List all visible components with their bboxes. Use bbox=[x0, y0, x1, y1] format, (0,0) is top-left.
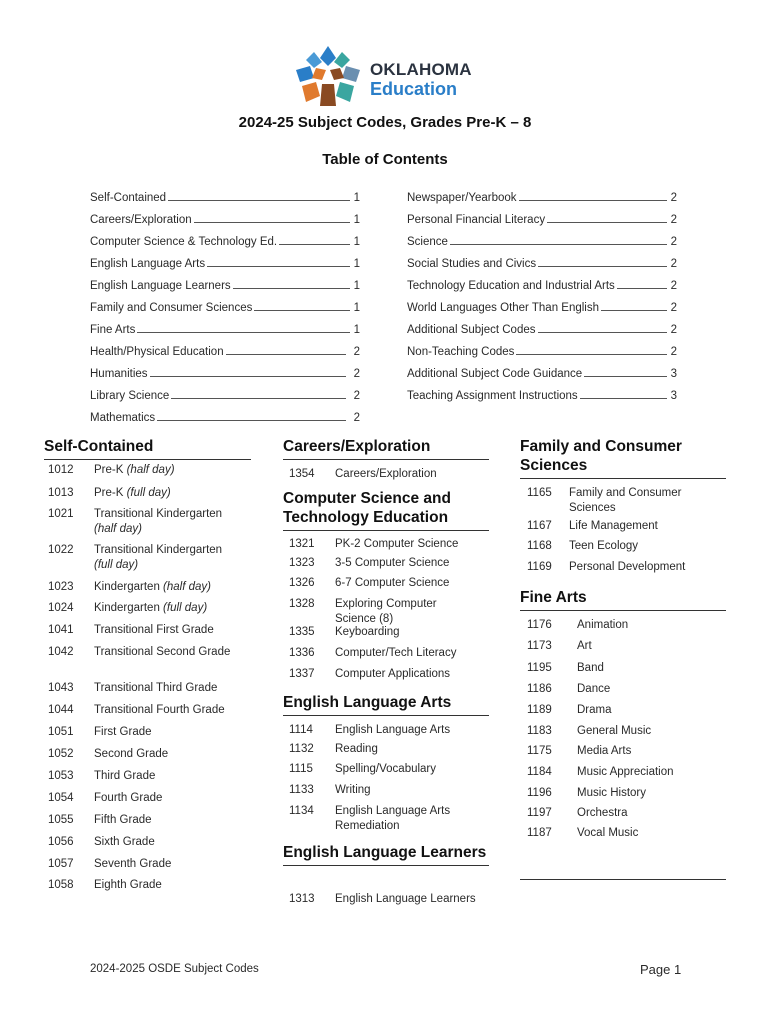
subject-name-text: Computer Applications bbox=[335, 668, 451, 680]
subject-code: 1055 bbox=[48, 814, 74, 826]
subject-name-text: Music Appreciation bbox=[577, 766, 674, 778]
fine-arts-heading: Fine Arts bbox=[520, 588, 726, 611]
toc-entry-label: Humanities bbox=[90, 368, 148, 380]
subject-code: 1354 bbox=[289, 468, 315, 480]
subject-code: 1051 bbox=[48, 726, 74, 738]
subject-name-text: Spelling/Vocabulary bbox=[335, 763, 437, 775]
subject-code: 1114 bbox=[289, 724, 313, 736]
subject-name-text: Computer/Tech Literacy bbox=[335, 647, 457, 659]
toc-leader-line bbox=[580, 398, 667, 399]
subject-code: 1023 bbox=[48, 581, 74, 593]
subject-name bbox=[335, 576, 475, 591]
subject-name-note: (full day) bbox=[94, 558, 139, 571]
toc-entry bbox=[90, 336, 360, 358]
toc-leader-line bbox=[226, 354, 346, 355]
subject-name-text: Careers/Exploration bbox=[335, 468, 437, 480]
page-title: 2024-25 Subject Codes, Grades Pre-K – 8 bbox=[238, 114, 532, 131]
toc-leader-line bbox=[516, 354, 667, 355]
subject-code: 1184 bbox=[527, 766, 552, 778]
subject-name-note: (half day) bbox=[163, 581, 211, 593]
toc-entry bbox=[407, 336, 677, 358]
subject-name bbox=[577, 786, 727, 801]
toc-entry bbox=[90, 182, 360, 204]
subject-code-row bbox=[48, 543, 250, 573]
subject-name bbox=[94, 857, 250, 872]
toc-entry-page: 1 bbox=[353, 324, 360, 336]
subject-code: 1044 bbox=[48, 704, 74, 716]
toc-entry-page: 2 bbox=[670, 214, 677, 226]
subject-code: 1054 bbox=[48, 792, 74, 804]
subject-name-text: English Language Arts bbox=[335, 724, 451, 736]
toc-entry-label: Social Studies and Civics bbox=[407, 258, 537, 270]
subject-name bbox=[94, 601, 250, 616]
subject-code: 1169 bbox=[527, 561, 552, 573]
toc-entry-label: Science bbox=[407, 236, 448, 248]
subject-code: 1173 bbox=[527, 640, 552, 652]
subject-code: 1165 bbox=[527, 487, 552, 499]
subject-code: 1041 bbox=[48, 624, 74, 636]
toc-entry bbox=[90, 226, 360, 248]
subject-name bbox=[94, 725, 250, 740]
subject-name bbox=[577, 682, 727, 697]
toc-entry bbox=[90, 314, 360, 336]
subject-name-text: Kindergarten bbox=[94, 602, 164, 614]
subject-code: 1056 bbox=[48, 836, 74, 848]
subject-name-text: Music History bbox=[577, 787, 647, 799]
subject-code: 1336 bbox=[289, 647, 315, 659]
subject-name bbox=[335, 742, 485, 757]
fcs-heading: Family and Consumer Sciences bbox=[520, 437, 726, 479]
subject-code-row bbox=[527, 826, 727, 856]
toc-leader-line bbox=[617, 288, 667, 289]
subject-name-text: Orchestra bbox=[577, 807, 628, 819]
subject-name-text: Fourth Grade bbox=[94, 792, 163, 804]
subject-name-text: Art bbox=[577, 640, 592, 652]
subject-name-text: 3-5 Computer Science bbox=[335, 557, 450, 569]
toc-entry bbox=[407, 358, 677, 380]
toc-leader-line bbox=[194, 222, 350, 223]
subject-name-text: Reading bbox=[335, 743, 378, 755]
toc-entry-page: 2 bbox=[670, 192, 677, 204]
toc-entry-label: Mathematics bbox=[90, 412, 156, 424]
subject-name bbox=[577, 826, 727, 841]
subject-name-text: Teen Ecology bbox=[569, 540, 639, 552]
toc-entry bbox=[407, 204, 677, 226]
subject-name-text: Eighth Grade bbox=[94, 879, 162, 891]
subject-name bbox=[335, 667, 475, 682]
subject-code: 1168 bbox=[527, 540, 552, 552]
subject-name-text: Third Grade bbox=[94, 770, 156, 782]
subject-name-text: Media Arts bbox=[577, 745, 632, 757]
subject-name bbox=[577, 661, 727, 676]
subject-name bbox=[335, 597, 475, 626]
subject-name-note: (full day) bbox=[163, 602, 208, 614]
subject-name-text: 6-7 Computer Science bbox=[335, 577, 450, 589]
subject-code: 1187 bbox=[527, 827, 552, 839]
subject-code-row bbox=[289, 597, 475, 627]
toc-right-column bbox=[407, 182, 677, 402]
subject-code: 1057 bbox=[48, 858, 74, 870]
toc-entry-page: 2 bbox=[670, 236, 677, 248]
subject-name bbox=[94, 747, 250, 762]
footer-doc-title: 2024-2025 OSDE Subject Codes bbox=[90, 963, 259, 975]
toc-entry bbox=[407, 380, 677, 402]
subject-code-row bbox=[289, 804, 485, 834]
subject-code: 1058 bbox=[48, 879, 74, 891]
toc-entry-page: 3 bbox=[670, 368, 677, 380]
toc-entry-page: 2 bbox=[353, 390, 360, 402]
subject-name bbox=[577, 806, 727, 821]
subject-name-text: English Language Arts Remediation bbox=[335, 805, 451, 832]
subject-code: 1337 bbox=[289, 668, 315, 680]
subject-name-text: Writing bbox=[335, 784, 371, 796]
subject-code: 1321 bbox=[289, 538, 315, 550]
subject-name bbox=[94, 580, 250, 595]
subject-name bbox=[335, 646, 475, 661]
subject-code-row bbox=[527, 560, 719, 590]
subject-name bbox=[577, 639, 727, 654]
ell-heading: English Language Learners bbox=[283, 843, 489, 866]
subject-name-text: PK-2 Computer Science bbox=[335, 538, 459, 550]
toc-leader-line bbox=[547, 222, 667, 223]
subject-name bbox=[94, 681, 250, 696]
toc-entry-page: 1 bbox=[353, 236, 360, 248]
toc-leader-line bbox=[601, 310, 667, 311]
toc-entry-page: 2 bbox=[353, 412, 360, 424]
subject-name-text: Kindergarten bbox=[94, 581, 164, 593]
toc-entry-page: 2 bbox=[670, 324, 677, 336]
toc-entry-page: 2 bbox=[670, 302, 677, 314]
subject-name-text: Band bbox=[577, 662, 604, 674]
subject-code: 1115 bbox=[289, 763, 313, 775]
subject-name bbox=[335, 892, 495, 907]
subject-name-text: Fifth Grade bbox=[94, 814, 152, 826]
toc-entry bbox=[407, 182, 677, 204]
toc-entry-label: Newspaper/Yearbook bbox=[407, 192, 517, 204]
subject-name-text: Vocal Music bbox=[577, 827, 639, 839]
subject-name bbox=[94, 486, 250, 501]
toc-entry-label: Careers/Exploration bbox=[90, 214, 192, 226]
subject-name bbox=[335, 556, 475, 571]
subject-name bbox=[335, 804, 485, 833]
subject-name bbox=[577, 724, 727, 739]
subject-name-note: (full day) bbox=[126, 487, 171, 499]
toc-leader-line bbox=[538, 266, 667, 267]
toc-entry-page: 2 bbox=[670, 280, 677, 292]
toc-entry-label: World Languages Other Than English bbox=[407, 302, 600, 314]
subject-code: 1195 bbox=[527, 662, 552, 674]
logo-text-oklahoma: OKLAHOMA bbox=[370, 60, 472, 79]
subject-code: 1042 bbox=[48, 646, 74, 658]
subject-name-note: (half day) bbox=[94, 522, 142, 535]
subject-name-text: Transitional First Grade bbox=[94, 624, 214, 636]
subject-name bbox=[577, 765, 727, 780]
subject-code: 1175 bbox=[527, 745, 552, 757]
subject-code: 1189 bbox=[527, 704, 552, 716]
subject-name-text: Animation bbox=[577, 619, 629, 631]
toc-entry-label: Library Science bbox=[90, 390, 170, 402]
subject-name-text: Seventh Grade bbox=[94, 858, 172, 870]
subject-name bbox=[94, 878, 250, 893]
toc-leader-line bbox=[157, 420, 346, 421]
subject-code: 1196 bbox=[527, 787, 552, 799]
toc-entry-label: Computer Science & Technology Ed. bbox=[90, 236, 278, 248]
toc-entry bbox=[90, 292, 360, 314]
toc-entry-label: English Language Learners bbox=[90, 280, 231, 292]
toc-heading: Table of Contents bbox=[322, 151, 448, 168]
subject-code: 1021 bbox=[48, 508, 74, 520]
subject-name bbox=[577, 703, 727, 718]
toc-leader-line bbox=[137, 332, 350, 333]
subject-name-text: Personal Development bbox=[569, 561, 686, 573]
toc-left-column bbox=[90, 182, 360, 424]
subject-name bbox=[577, 618, 727, 633]
toc-entry-page: 2 bbox=[670, 346, 677, 358]
toc-entry bbox=[407, 292, 677, 314]
subject-code: 1132 bbox=[289, 743, 314, 755]
subject-name bbox=[569, 486, 719, 515]
toc-entry-label: Non-Teaching Codes bbox=[407, 346, 515, 358]
subject-name-text: Drama bbox=[577, 704, 612, 716]
toc-entry-page: 2 bbox=[353, 368, 360, 380]
subject-code: 1335 bbox=[289, 626, 315, 638]
star-logo-icon bbox=[292, 44, 364, 112]
subject-name bbox=[94, 645, 250, 660]
subject-name-text: General Music bbox=[577, 725, 652, 737]
subject-code: 1323 bbox=[289, 557, 315, 569]
self-contained-heading: Self-Contained bbox=[44, 437, 251, 460]
subject-code: 1052 bbox=[48, 748, 74, 760]
subject-name bbox=[335, 537, 475, 552]
toc-entry bbox=[407, 314, 677, 336]
subject-code: 1133 bbox=[289, 784, 314, 796]
careers-heading: Careers/Exploration bbox=[283, 437, 489, 460]
subject-name bbox=[94, 463, 250, 478]
toc-leader-line bbox=[538, 332, 668, 333]
subject-code-row bbox=[48, 878, 250, 908]
subject-name bbox=[94, 769, 250, 784]
subject-name bbox=[94, 813, 250, 828]
toc-leader-line bbox=[168, 200, 350, 201]
toc-entry bbox=[90, 358, 360, 380]
toc-leader-line bbox=[519, 200, 667, 201]
toc-entry-label: Additional Subject Code Guidance bbox=[407, 368, 583, 380]
subject-name-text: Transitional Third Grade bbox=[94, 682, 218, 694]
toc-entry-label: Additional Subject Codes bbox=[407, 324, 536, 336]
subject-name-text: Second Grade bbox=[94, 748, 169, 760]
subject-name bbox=[335, 467, 490, 482]
toc-entry-label: Health/Physical Education bbox=[90, 346, 224, 358]
subject-name-text: Transitional Fourth Grade bbox=[94, 704, 225, 716]
footer-page-number: Page 1 bbox=[640, 962, 682, 977]
subject-name-text: English Language Learners bbox=[335, 893, 476, 905]
toc-entry bbox=[90, 402, 360, 424]
toc-entry-label: Fine Arts bbox=[90, 324, 136, 336]
toc-entry-page: 1 bbox=[353, 258, 360, 270]
subject-code-row bbox=[48, 507, 250, 537]
subject-name bbox=[94, 791, 250, 806]
subject-code: 1326 bbox=[289, 577, 315, 589]
toc-entry bbox=[407, 226, 677, 248]
subject-code: 1197 bbox=[527, 807, 552, 819]
subject-name bbox=[94, 835, 250, 850]
toc-leader-line bbox=[171, 398, 346, 399]
toc-entry-page: 3 bbox=[670, 390, 677, 402]
subject-name bbox=[569, 539, 719, 554]
subject-code: 1186 bbox=[527, 683, 552, 695]
subject-name-text: Exploring Computer Science (8) bbox=[335, 598, 437, 625]
toc-entry-page: 2 bbox=[353, 346, 360, 358]
subject-name-text: Family and Consumer Sciences bbox=[569, 487, 682, 514]
subject-code-row bbox=[527, 486, 719, 516]
subject-name-text: Sixth Grade bbox=[94, 836, 155, 848]
toc-entry-page: 1 bbox=[353, 192, 360, 204]
subject-name bbox=[335, 783, 485, 798]
toc-entry bbox=[407, 270, 677, 292]
subject-name-note: (half day) bbox=[126, 464, 175, 476]
subject-code: 1043 bbox=[48, 682, 74, 694]
toc-leader-line bbox=[254, 310, 350, 311]
logo-text-education: Education bbox=[370, 79, 458, 99]
subject-name-text: Keyboarding bbox=[335, 626, 400, 638]
toc-leader-line bbox=[233, 288, 350, 289]
subject-name-text: Dance bbox=[577, 683, 611, 695]
toc-leader-line bbox=[279, 244, 350, 245]
subject-name bbox=[94, 507, 250, 536]
subject-name-text: Pre-K bbox=[94, 487, 127, 499]
subject-code: 1328 bbox=[289, 598, 315, 610]
subject-name bbox=[577, 744, 727, 759]
subject-code: 1022 bbox=[48, 544, 74, 556]
toc-entry bbox=[407, 248, 677, 270]
subject-name-text: First Grade bbox=[94, 726, 152, 738]
subject-code: 1012 bbox=[48, 464, 74, 476]
subject-name bbox=[94, 623, 250, 638]
toc-entry-label: Personal Financial Literacy bbox=[407, 214, 546, 226]
toc-entry-label: English Language Arts bbox=[90, 258, 206, 270]
subject-code: 1183 bbox=[527, 725, 552, 737]
subject-code: 1313 bbox=[289, 893, 315, 905]
subject-code-row bbox=[48, 645, 250, 675]
computer-science-heading: Computer Science and Technology Education bbox=[283, 489, 489, 531]
toc-entry bbox=[90, 248, 360, 270]
subject-name bbox=[335, 723, 485, 738]
subject-code: 1024 bbox=[48, 602, 74, 614]
subject-name bbox=[94, 543, 250, 572]
oklahoma-education-logo bbox=[292, 44, 482, 112]
subject-name bbox=[569, 560, 719, 575]
subject-code-row bbox=[289, 892, 495, 922]
fine-arts-end-rule bbox=[520, 879, 726, 880]
subject-name bbox=[335, 762, 485, 777]
subject-name bbox=[94, 703, 250, 718]
toc-leader-line bbox=[150, 376, 346, 377]
ela-heading: English Language Arts bbox=[283, 693, 489, 716]
toc-entry-page: 1 bbox=[353, 280, 360, 292]
subject-code: 1167 bbox=[527, 520, 552, 532]
subject-name-text: Transitional Kindergarten bbox=[94, 544, 223, 556]
toc-entry-label: Technology Education and Industrial Arts bbox=[407, 280, 615, 292]
toc-leader-line bbox=[450, 244, 667, 245]
toc-entry bbox=[90, 270, 360, 292]
subject-name bbox=[335, 625, 475, 640]
subject-name-text: Pre-K bbox=[94, 464, 127, 476]
toc-entry-page: 1 bbox=[353, 214, 360, 226]
subject-code: 1134 bbox=[289, 805, 314, 817]
toc-entry-label: Teaching Assignment Instructions bbox=[407, 390, 578, 402]
subject-code: 1176 bbox=[527, 619, 552, 631]
toc-leader-line bbox=[584, 376, 667, 377]
toc-entry-label: Family and Consumer Sciences bbox=[90, 302, 253, 314]
toc-entry bbox=[90, 204, 360, 226]
subject-name-text: Transitional Second Grade bbox=[94, 646, 231, 658]
toc-entry-page: 2 bbox=[670, 258, 677, 270]
subject-code: 1053 bbox=[48, 770, 74, 782]
toc-leader-line bbox=[207, 266, 350, 267]
subject-name bbox=[569, 519, 719, 534]
toc-entry-label: Self-Contained bbox=[90, 192, 167, 204]
subject-name-text: Life Management bbox=[569, 520, 658, 532]
toc-entry bbox=[90, 380, 360, 402]
subject-code: 1013 bbox=[48, 487, 74, 499]
subject-name-text: Transitional Kindergarten bbox=[94, 508, 223, 520]
toc-entry-page: 1 bbox=[353, 302, 360, 314]
